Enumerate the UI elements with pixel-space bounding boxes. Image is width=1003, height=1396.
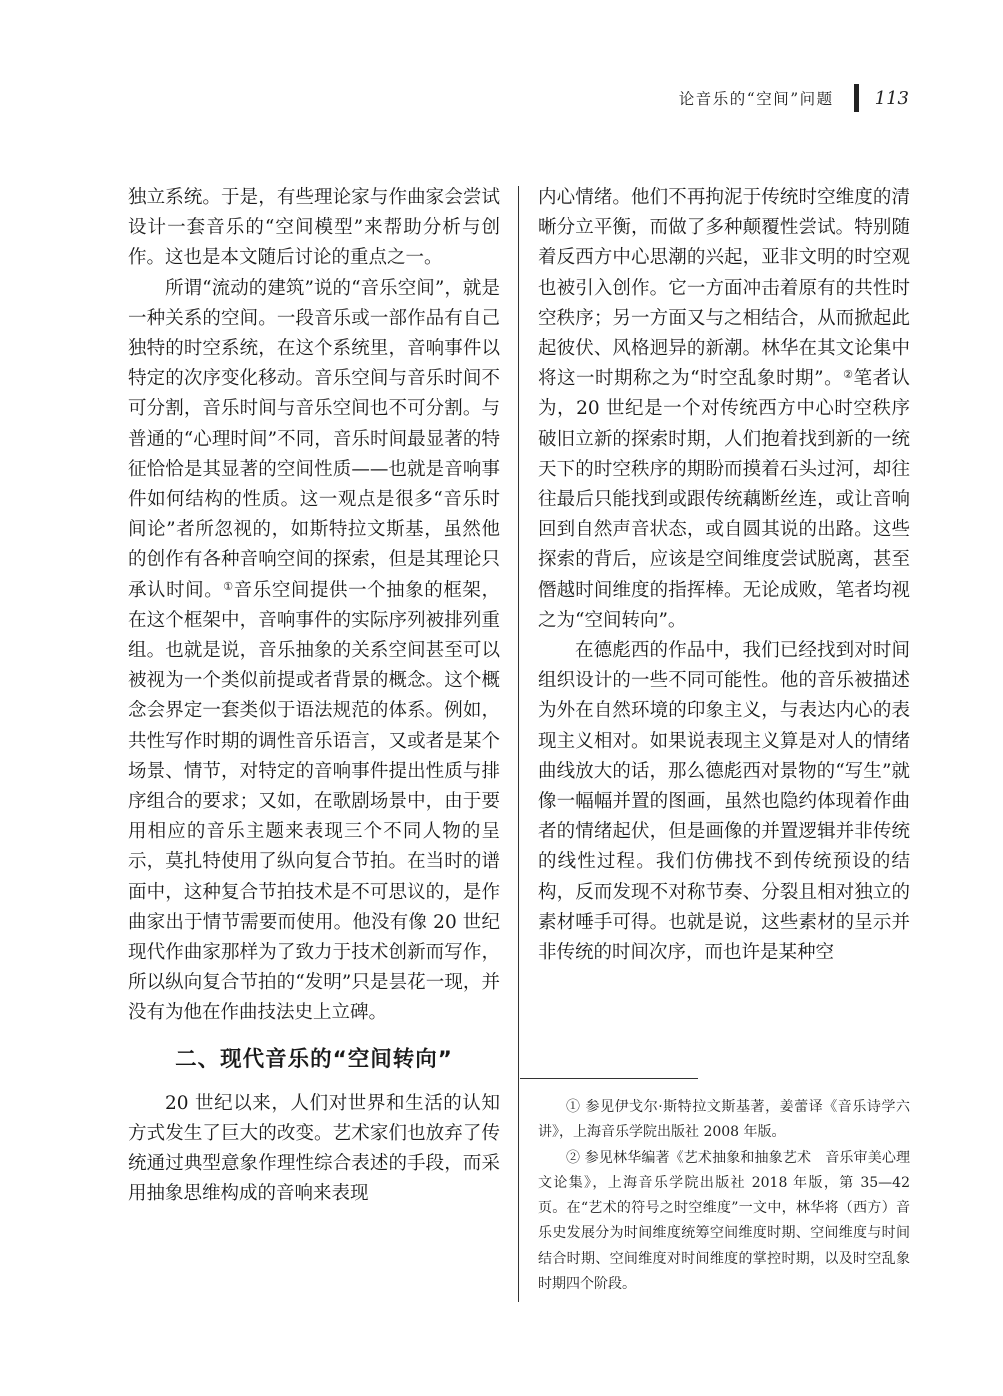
right-column <box>538 183 910 968</box>
page-number: 113 <box>874 87 909 109</box>
paragraph: 在德彪西的作品中，我们已经找到对时间组织设计的一些不同可能性。他的音乐被描述为外在自然环境的印象主义，与表达内心的表现主义相对。如果说表现主义算是对人的情绪曲线放大的话，那么德彪西对景物的“写生”就像一幅幅并置的图画，虽然也隐约体现着作曲者的情绪起伏，但是画像的并置逻辑并非传统的线性过程。我们仿佛找不到传统预设的结构，反而发现不对称节奏、分裂且相对独立的素材唾手可得。也就是说，这些素材的呈示并非传统的时间次序，而也许是某种空 <box>538 640 910 964</box>
footnote-ref-2[interactable]: ② <box>843 368 854 382</box>
footnotes <box>538 1095 910 1297</box>
footnote-2: ② 参见林华编著《艺术抽象和抽象艺术 音乐审美心理文论集》，上海音乐学院出版社 2018 年版，第 35—42 页。在“艺术的符号之时空维度”一文中，林华将（西方）音乐史发展分为时间维度统筹空间维度时期、空间维度与时间结合时期、空间维度对时间维度的掌控时期，以及时空乱象时期四个阶段。 <box>538 1149 910 1293</box>
running-head <box>679 84 909 112</box>
footnote-ref-1[interactable]: ① <box>223 579 234 593</box>
section-heading: 二、现代音乐的“空间转向” <box>175 1046 453 1072</box>
paragraph-text: 所谓“流动的建筑”说的“音乐空间”，就是一种关系的空间。一段音乐或一部作品有自己独特的时空系统，在这个系统里，音响事件以特定的次序变化移动。音乐空间与音乐时间不可分割，音乐时间与音乐空间也不可分割。与普通的“心理时间”不同，音乐时间最显著的特征恰恰是其显著的空间性质——也就是音响事件如何结构的性质。这一观点是很多“音乐时间论”者所忽视的，如斯特拉文斯基，虽然他的创作有各种音响空间的探索，但是其理论只承认时间。 <box>128 277 500 601</box>
paragraph <box>128 274 500 1029</box>
footnote-1: ① 参见伊戈尔·斯特拉文斯基著，姜蕾译《音乐诗学六讲》，上海音乐学院出版社 2008 年版。 <box>538 1099 910 1141</box>
paragraph-text: 音乐空间提供一个抽象的框架，在这个框架中，音响事件的实际序列被排列重组。也就是说，音乐抽象的关系空间甚至可以被视为一个类似前提或者背景的概念。这个概念会界定一套类似于语法规范的体系。例如，共性写作时期的调性音乐语言，又或者是某个场景、情节，对特定的音响事件提出性质与排序组合的要求；又如，在歌剧场景中，由于要用相应的音乐主题来表现三个不同人物的呈示，莫扎特使用了纵向复合节拍。在当时的谱面中，这种复合节拍技术是不可思议的，是作曲家出于情节需要而使用。他没有像 20 世纪现代作曲家那样为了致力于技术创新而写作，所以纵向复合节拍的“发明”只是昙花一现，并没有为他在作曲技法史上立碑。 <box>128 579 500 1024</box>
paragraph: 20 世纪以来，人们对世界和生活的认知方式发生了巨大的改变。艺术家们也放弃了传统通过典型意象作理性综合表述的手段，而采用抽象思维构成的音响来表现 <box>128 1092 500 1205</box>
left-column <box>128 183 500 1210</box>
paragraph: 独立系统。于是，有些理论家与作曲家会尝试设计一套音乐的“空间模型”来帮助分析与创作。这也是本文随后讨论的重点之一。 <box>128 187 500 269</box>
column-divider <box>518 186 519 1302</box>
paragraph <box>538 183 910 636</box>
running-title: 论音乐的“空间”问题 <box>678 90 834 108</box>
header-rule <box>854 84 859 112</box>
paragraph-text: 内心情绪。他们不再拘泥于传统时空维度的清晰分立平衡，而做了多种颠覆性尝试。特别随着反西方中心思潮的兴起，亚非文明的时空观也被引入创作。它一方面冲击着原有的共性时空秩序；另一方面又与之相结合，从而掀起此起彼伏、风格迥异的新潮。林华在其文论集中将这一时期称之为“时空乱象时期”。 <box>538 187 910 390</box>
paragraph-text: 笔者认为，20 世纪是一个对传统西方中心时空秩序破旧立新的探索时期，人们抱着找到新的一统天下的时空秩序的期盼而摸着石头过河，却往往最后只能找到或跟传统藕断丝连，或让音响回到自然声音状态，或自圆其说的出路。这些探索的背后，应该是空间维度尝试脱离，甚至僭越时间维度的指挥棒。无论成败，笔者均视之为“空间转向”。 <box>538 368 910 631</box>
footnote-rule <box>520 1078 698 1079</box>
